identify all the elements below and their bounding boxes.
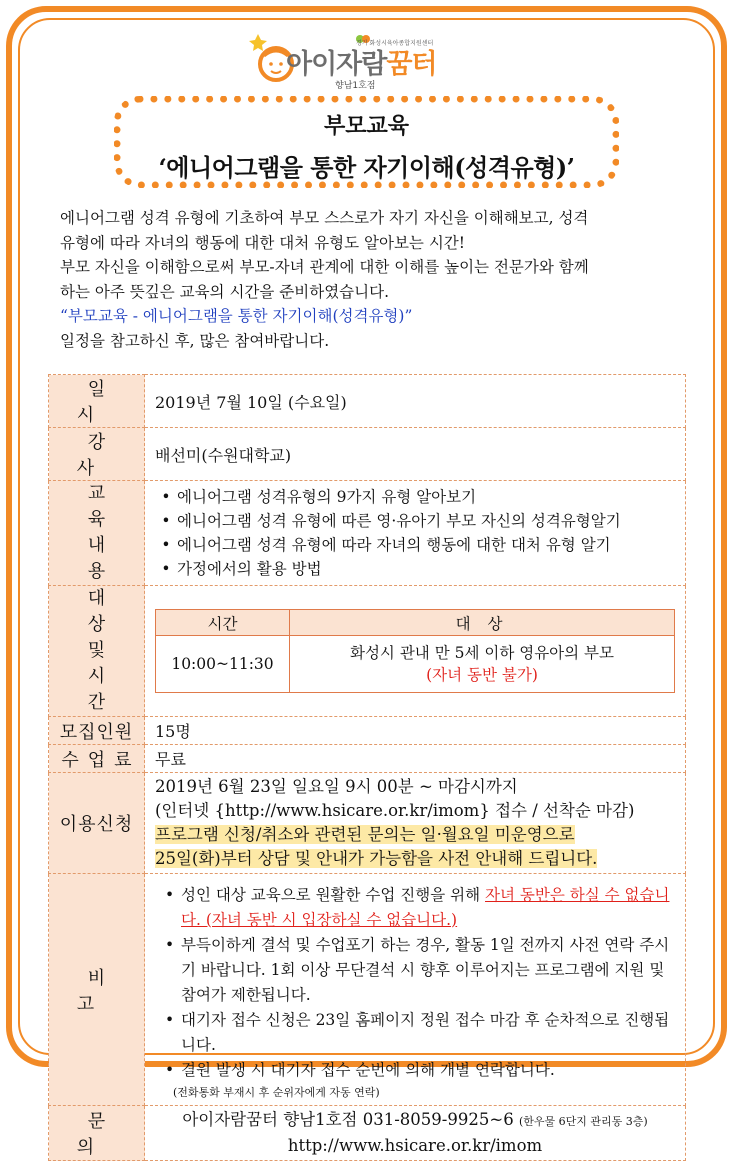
- page-title: 부모교육: [323, 113, 409, 139]
- page-subtitle: ‘에니어그램을 통한 자기이해(성격유형)’: [158, 153, 575, 182]
- row-lecturer: [49, 428, 686, 481]
- list-item: • 에니어그램 성격 유형에 따른 영·유아기 부모 자신의 성격유형알기: [155, 509, 675, 533]
- contact-label: 문의: [49, 1106, 145, 1161]
- lecturer-label: 강사: [49, 428, 145, 481]
- target-value: [145, 586, 686, 717]
- logo-branch: 향남1호점: [335, 81, 376, 91]
- note-item: • 부득이하게 결석 및 수업포기 하는 경우, 활동 1일 전까지 사전 연락 주시기 바랍니다. 1회 이상 무단결석 시 향후 이루어지는 프로그램에 지원 및 참여가 제한됩니다.: [165, 933, 675, 1008]
- contact-url[interactable]: http://www.hsicare.or.kr/imom: [287, 1136, 543, 1155]
- content-value: [145, 481, 686, 586]
- list-item: • 에니어그램 성격유형의 9가지 유형 알아보기: [155, 485, 675, 509]
- list-item: • 가정에서의 활용 방법: [155, 557, 675, 581]
- row-apply: [49, 773, 686, 874]
- apply-value: 2019년 6월 23일 일요일 9시 00분 ~ 마감시까지 (인터넷 {http://www.hsicare.or.kr/imom} 접수 / 선착순 마감) 프로그램 신청/취소와 관련된 문의는 일·월요일 미운영으로 25일(화)부터 상담 및 안내가 가능함을 사전 안내해 드립니다.: [145, 773, 686, 874]
- logo-center-name: 경기 화성시육아종합지원센터: [356, 40, 434, 47]
- schedule-header-time: 시간: [156, 610, 290, 636]
- intro-line: 부모 자신을 이해함으로써 부모-자녀 관계에 대한 이해를 높이는 전문가와 함께: [60, 258, 589, 276]
- capacity-label: 모집인원: [49, 717, 145, 745]
- fee-label: 수업료: [49, 745, 145, 773]
- note-item: • 결원 발생 시 대기자 접수 순번에 의해 개별 연락합니다.: [165, 1058, 675, 1083]
- row-capacity: [49, 717, 686, 745]
- row-target: [49, 586, 686, 717]
- schedule-header-target: 대 상: [290, 610, 675, 636]
- lecturer-value: 배선미(수원대학교): [145, 428, 686, 481]
- schedule-target: 화성시 관내 만 5세 이하 영유아의 부모 (자녀 동반 불가): [290, 636, 675, 693]
- schedule-time: 10:00~11:30: [156, 636, 290, 693]
- note-item: • 대기자 접수 신청은 23일 홈페이지 정원 접수 마감 후 순차적으로 진행됩니다.: [165, 1008, 675, 1058]
- intro-line: 에니어그램 성격 유형에 기초하여 부모 스스로가 자기 자신을 이해해보고, 성격: [60, 209, 589, 227]
- target-label: 대상 및 시간: [49, 586, 145, 717]
- row-fee: [49, 745, 686, 773]
- note-small: (전화통화 부재시 후 순위자에게 자동 연락): [173, 1085, 380, 1099]
- logo-brand: 아이자람꿈터: [286, 49, 437, 80]
- row-notes: [49, 874, 686, 1106]
- row-content: [49, 481, 686, 586]
- intro-text: [60, 206, 680, 353]
- date-label: 일시: [49, 375, 145, 428]
- list-item: • 에니어그램 성격 유형에 따라 자녀의 행동에 대한 대처 유형 알기: [155, 533, 675, 557]
- row-date: [49, 375, 686, 428]
- apply-label: 이용신청: [49, 773, 145, 874]
- schedule-table: [155, 609, 675, 693]
- notes-value: [145, 874, 686, 1106]
- note-item: • 성인 대상 교육으로 원활한 수업 진행을 위해 자녀 동반은 하실 수 없습니다. (자녀 동반 시 입장하실 수 없습니다.): [165, 883, 675, 933]
- contact-value: 아이자람꿈터 향남1호점 031-8059-9925~6 (한우물 6단지 관리동 3층) http://www.hsicare.or.kr/imom: [145, 1106, 686, 1161]
- intro-line: 하는 아주 뜻깊은 교육의 시간을 준비하였습니다.: [60, 282, 390, 301]
- notes-label: 비고: [49, 874, 145, 1106]
- info-table: [48, 374, 686, 1161]
- content-label: 교육 내용: [49, 481, 145, 586]
- intro-line: 유형에 따라 자녀의 행동에 대한 대처 유형도 알아보는 시간!: [60, 233, 465, 252]
- intro-quote: “부모교육 - 에니어그램을 통한 자기이해(성격유형)”: [60, 307, 413, 325]
- intro-closing: 일정을 참고하신 후, 많은 참여바랍니다.: [60, 331, 330, 350]
- row-contact: [49, 1106, 686, 1161]
- date-value: 2019년 7월 10일 (수요일): [145, 375, 686, 428]
- capacity-value: 15명: [145, 717, 686, 745]
- fee-value: 무료: [145, 745, 686, 773]
